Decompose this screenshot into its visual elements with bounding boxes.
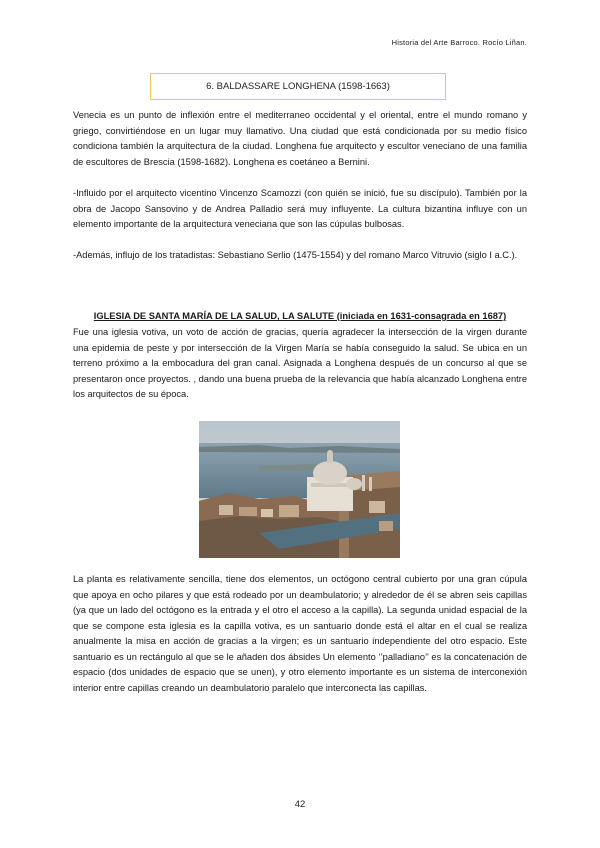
section-title: 6. BALDASSARE LONGHENA (1598-1663) (206, 81, 390, 92)
influence-paragraph-2: -Además, influjo de los tratadistas: Sebastiano Serlio (1475-1554) y del romano Marco Vitruvio (siglo I a.C.). (73, 250, 518, 260)
church-intro-paragraph: Fue una iglesia votiva, un voto de acción de gracias, quería agradecer la intersección de la virgen durante una epidemia de peste y por intersección de la Virgen María se había conseguido la salud. Se ubica en un terreno próximo a la embocadura del gran canal. Asignada a Longhena después de un concurso al que se presentaron once proyectos. , dando una buena prueba de la relevancia que había alcanzado Longhena entre los arquitectos de su época. (73, 327, 527, 399)
page-number: 42 (294, 799, 306, 810)
church-heading: IGLESIA DE SANTA MARÍA DE LA SALUD, LA SALUTE (iniciada en 1631-consagrada en 1687) (93, 311, 507, 321)
intro-paragraph: Venecia es un punto de inflexión entre el mediterraneo occidental y el oriental, entre el mundo romano y griego, convirtiéndose en un lugar muy llamativo. Una ciudad que está condicionada por su medio físico condiciona también la arquitectura de la ciudad. Longhena fue arquitecto y escultor veneciano de una familia de escultores de Brescia (1598-1682). Longhena es coetáneo a Bernini. (73, 110, 527, 167)
section-title-box (150, 73, 446, 100)
santa-maria-salute-photo (199, 421, 400, 558)
running-header: Historia del Arte Barroco. Rocío Liñan. (391, 38, 527, 47)
floorplan-paragraph: La planta es relativamente sencilla, tiene dos elementos, un octógono central cubierto por una gran cúpula que apoya en ocho pilares y que está rodeado por un deambulatorio; y alrededor de él se abren seis capillas (ya que un lado del octógono es la entrada y el otro el acceso a la capilla). La segunda unidad espacial de la que se compone esta iglesia es la capilla votiva, es un santuario donde está el altar en el cual se realiza anualmente la misa en acción de gracias a la virgen; es un santuario independiente del otro espacio. Este santuario es un rectángulo al que se le añaden dos ábsides Un elemento ‘’palladiano’’ es la concatenación de espacio (dos unidades de espacio que se unen), y otro elemento importante es un sistema de interconexión interior entre capillas creando un deambulatorio paralelo que interconecta las capillas. (73, 574, 527, 693)
influence-paragraph-1: -Influido por el arquitecto vicentino Vincenzo Scamozzi (con quién se inició, fue su discípulo). También por la obra de Jacopo Sansovino y de Andrea Palladio será muy influyente. La cultura bizantina influye con un elemento importante de la arquitectura veneciana que son las cúpulas bulbosas. (73, 188, 527, 229)
